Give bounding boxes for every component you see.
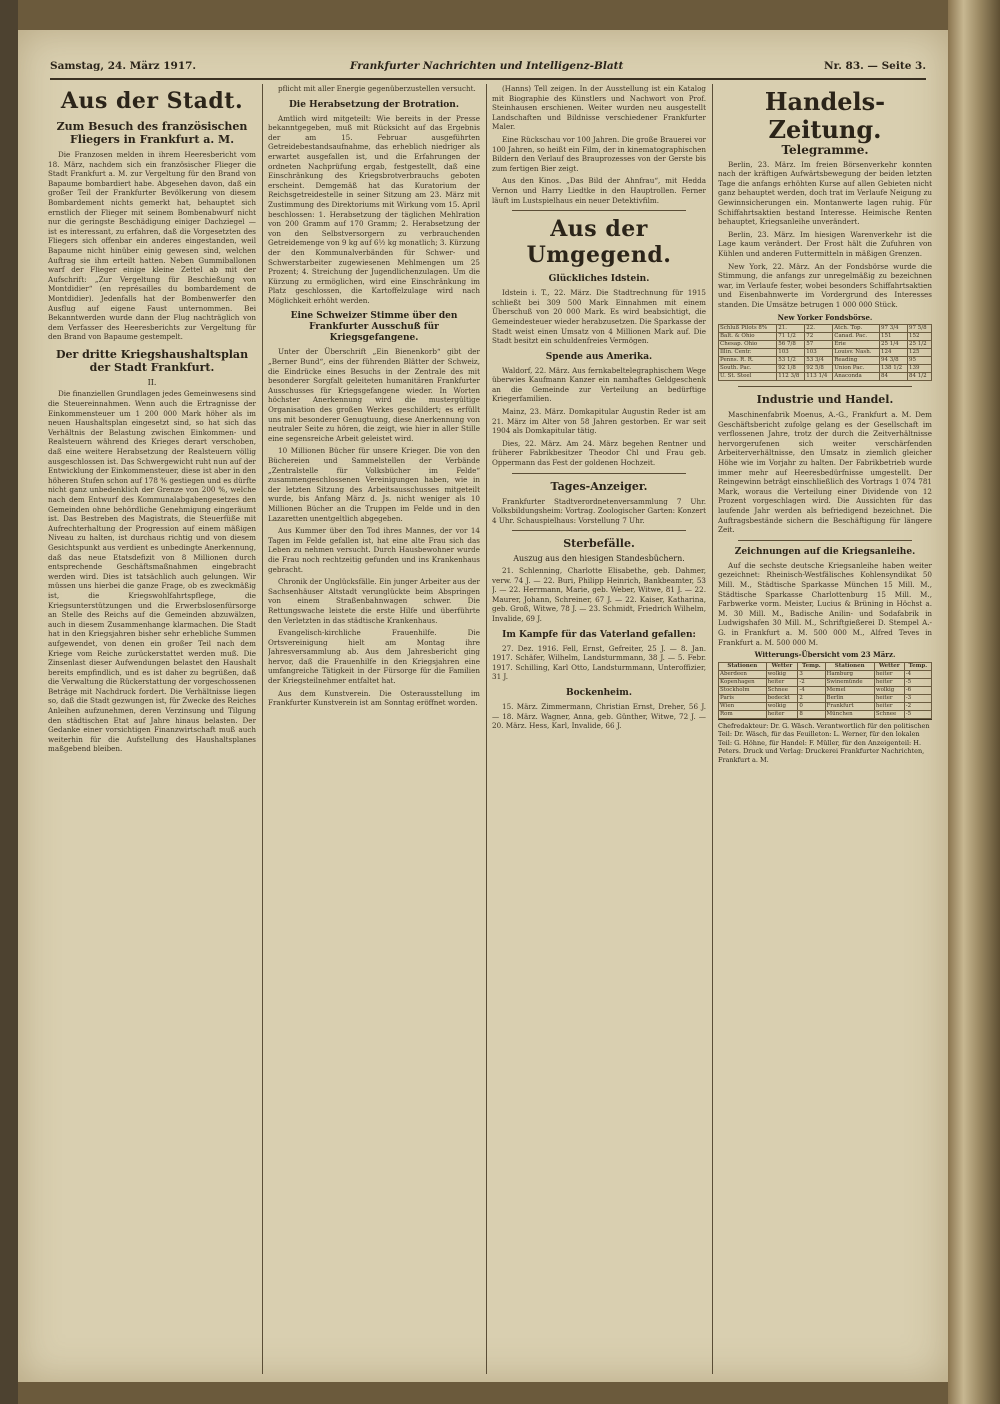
weather-table [718,662,932,719]
article-body: Die Franzosen melden in ihrem Heeresbericht vom 18. März, nachdem sich ein französischer Flieger die Stadt Frankfurt a. M. zur Vergeltung für den Brand von Bapaume bombardiert habe. Abgesehen davon, daß ein großer Teil der Frankfurter Bevölkerung von diesem Bombardement nichts gemerkt hat, behauptet sich ernstlich der Flieger mit seinem Bombenabwurf nicht nur die geringste Beschädigung einiger Dachziegel — ist es interessant, zu erfahren, daß die Vorgesetzten des Fliegers sich offenbar ein anderes eingestanden, weil Bapaume nicht hinüber einig gewesen sind, welchen Auftrag sie ihm erteilt hatten. Neben Gummiballonen warf der Flieger einige kleine Zettel ab mit der Aufschrift: „Zur Vergeltung für Beschießung von Montdidier“ (en représailles du bombardement de Montdidier). Jedenfalls hat der Bombenwerfer den Ausflug auf eigene Faust unternommen. Bei Bekanntwerden wurde dann der Flug nachträglich von dem Verfasser des Heeresberichts zur Vergeltung für den Brand von Bapaume gestempelt. [48,150,256,342]
table-cell: Penns. R. R. [719,357,777,365]
table-cell: bedeckt [766,694,798,702]
table-cell: Paris [719,694,767,702]
table-cell: -2 [904,702,931,710]
table-cell: 25 1/2 [908,341,932,349]
table-cell: -6 [904,686,931,694]
page-stack-edge [948,0,1000,1404]
table-cell: Union Pac. [833,365,880,373]
table-cell: 84 1/2 [908,373,932,381]
divider [738,386,912,387]
ny-boerse-title: New Yorker Fondsbörse. [777,312,873,322]
table-cell: 103 [777,349,805,357]
table-cell: heiter [874,702,904,710]
table-cell: 8 [798,710,825,718]
article-body: New York, 22. März. An der Fondsbörse wurde die Stimmung, die anfangs zur unregelmäßig zu bezeichnen war, im Verlaufe fester, wobei besonders Schiffahrtsaktien und Eisenbahnwerte im Vordergrund des Interesses standen. Die Umsätze betrugen 1 000 000 Stück. [718,261,932,309]
table-cell: 57 [805,341,833,349]
table-row [719,702,932,710]
table-cell: -4 [904,670,931,678]
obituary-list: 27. Dez. 1916. Fell, Ernst, Gefreiter, 25 J. — 8. Jan. 1917. Schäfer, Wilhelm, Landsturmmann, 38 J. — 5. Febr. 1917. Schilling, Karl Otto, Landsturmmann, Unteroffizier, 31 J. [492,643,706,682]
table-cell: 84 [880,373,908,381]
article-body: Die finanziellen Grundlagen jedes Gemeinwesens sind die Steuereinnahmen. Wenn auch die Ertragnisse der Einkommensteuer um 1 200 000 Mark höher als im neuen Haushaltsplan eingesetzt sind, so hat sich das Verhältnis der Belastung zwischen Einkommen- und Realsteuern während des Krieges derart verschoben, daß eine weitere Herabsetzung der Realsteuern völlig ausgeschlossen ist. Das Schwergewicht ruht nun auf der Entwicklung der Einkommensteuer, diese ist aber in den höheren Stufen schon auf 178 % gestiegen und es dürfte nicht ganz unbedenklich der Grenze von 200 %, welche nach dem Entwurf des Kommunalabgabengesetzes den Gemeinden ohne behördliche Genehmigung eingeräumt ist. Das Bestreben des Magistrats, die Steuerfüße mit Aufrechterhaltung der Progression auf einem mäßigen Niveau zu halten, ist durchaus richtig und von diesem Gesichtspunkt aus verdient es unbedingte Anerkennung, daß das neue Etatsdefizit von 8 Millionen durch entsprechende Geschäftsmaßnahmen eingebracht werden wird. Dies ist tatsächlich auch gelungen. Wir müssen uns hierbei die ganze Frage, ob es zweckmäßig ist, die Kriegswohlfahrtspflege, die Kriegsunterstützungen und die Erwerbslosenfürsorge an Stelle des Reichs auf die Gemeinden abzuwälzen, auch in diesem Zusammenhange klarmachen. Die Stadt hat in den Kriegsjahren bisher sehr erhebliche Summen aufgewendet, von denen ein großer Teil nach dem Kriege vom Reiche zurückerstattet werden muß. Die Zinsenlast dieser Aufwendungen belastet den Haushalt bereits empfindlich, und es ist daher zu begrüßen, daß die Verwaltung die Rückerstattung der vorgeschossenen Beträge mit Nachdruck fordert. Die Verhältnisse liegen so, daß die Stadt gezwungen ist, für Zwecke des Reiches Anleihen aufzunehmen, deren Verzinsung und Tilgung den städtischen Etat auf Jahre hinaus belasten. Der Gedanke einer vorsichtigen Finanzwirtschaft muß auch weiterhin für die Aufstellung des Haushaltsplanes maßgebend bleiben. [48,389,256,754]
section-title-umgegend: Aus der Umgegend. [526,216,672,269]
table-cell: heiter [874,694,904,702]
table-cell: 53 1/2 [777,357,805,365]
section-title-zeichnungen: Zeichnungen auf die Kriegsanleihe. [734,546,916,557]
table-cell: Reading [833,357,880,365]
article-title: Spende aus Amerika. [545,351,653,362]
table-cell: South. Pac. [719,365,777,373]
table-cell: heiter [874,670,904,678]
table-cell: 25 1/4 [880,341,908,349]
table-row [719,325,932,333]
article-body: Chronik der Unglücksfälle. Ein junger Arbeiter aus der Sachsenhäuser Altstadt verunglückte beim Abspringen von einem Straßenbahnwagen schwer. Die Rettungswache leistete die erste Hilfe und überführte den Verletzten in das städtische Krankenhaus. [268,577,480,625]
article-body: Berlin, 23. März. Im hiesigen Warenverkehr ist die Lage kaum verändert. Der Frost hält die Zufuhren von Kühlen und anderen Futtermitteln in mäßigen Grenzen. [718,229,932,258]
table-cell: 71 1/2 [777,333,805,341]
article-body: 10 Millionen Bücher für unsere Krieger. Die von den Büchereien und Sammelstellen der Verbände „Zentralstelle für Volksbücher im Felde“ zusammengeschlossenen Vereinigungen haben, wie in der letzten Sitzung des Arbeitsausschusses mitgeteilt wurde, bis Anfang März d. Js. nicht weniger als 10 Millionen Bücher an die Truppen im Felde und in den Lazaretten unentgeltlich abgegeben. [268,446,480,523]
table-cell: Rom [719,710,767,718]
table-row [719,694,932,702]
subsection-title: Im Kampfe für das Vaterland gefallen: [502,629,696,640]
article-title: Die Herabsetzung der Brotration. [289,99,459,110]
table-cell: 151 [880,333,908,341]
section-title-tagesanzeiger: Tages-Anzeiger. [550,479,648,493]
table-row [719,349,932,357]
article-body: Maschinenfabrik Moenus, A.-G., Frankfurt a. M. Dem Geschäftsbericht zufolge gelang es der Gesellschaft im verflossenen Jahre, trotz der durch die Zeitverhältnisse hervorgerufenen sich weiter verschärfenden Arbeiterverhältnisse, den Umsatz in ziemlich gleicher Höhe wie im Vorjahr zu halten. Der Fabrikbetrieb wurde immer mehr auf Heeresbedürfnisse umgestellt. Der Reingewinn beträgt einschließlich des Vortrags 1 074 781 Mark, woraus die Verteilung einer Dividende von 12 Prozent vorgeschlagen wird. Die Aussichten für das laufende Jahr werden als befriedigend bezeichnet. Die Auftragsbestände sichern die Beschäftigung für längere Zeit. [718,410,932,535]
article-title: Der dritte Kriegshaushaltsplan der Stadt Frankfurt. [55,347,249,374]
divider [512,530,686,531]
article-body: Berlin, 23. März. Im freien Börsenverkehr konnten nach der kräftigen Aufwärtsbewegung der beiden letzten Tage die anfangs erhöhten Kurse auf allen Gebieten nicht ganz behauptet werden, doch trat im Verlaufe Neigung zu Gewinnsicherungen ein. Montanwerte lagen ruhig. Für Schiffahrtsaktien bestand Interesse. Heimische Renten behauptet, Kriegsanleihe unverändert. [718,159,932,227]
column-2 [268,84,480,1376]
handels-zeitung-title: Handels-Zeitung. [764,87,886,144]
table-cell: 22. [805,325,833,333]
newspaper-page [18,30,948,1382]
table-cell: Anaconda [833,373,880,381]
table-row [719,357,932,365]
table-cell: 21. [777,325,805,333]
table-cell: 152 [908,333,932,341]
table-cell: 3 [798,670,825,678]
subsection-title: Bockenheim. [566,687,632,698]
table-cell: Aberdeen [719,670,767,678]
article-body: Eine Rückschau vor 100 Jahren. Die große Brauerei vor 100 Jahren, so heißt ein Film, der in kinematographischen Bildern den Verlauf des Brauprozesses von der Gerste bis zum fertigen Bier zeigt. [492,134,706,173]
binding-edge [0,0,18,1404]
section-title-stadt: Aus der Stadt. [60,88,244,114]
table-cell: Berlin [825,694,874,702]
article-body: pflicht mit aller Energie gegenüberzustellen versucht. [278,84,476,93]
table-cell: 113 1/4 [805,373,833,381]
table-row [719,341,932,349]
table-cell: wolkig [766,702,798,710]
table-row [719,670,932,678]
table-row [719,686,932,694]
article-body: Mainz, 23. März. Domkapitular Augustin Reder ist am 21. März im Alter von 58 Jahren gestorben. Er war seit 1904 als Domkapitular tätig. [492,407,706,436]
table-cell: Schnee [874,710,904,718]
article-body: Amtlich wird mitgeteilt: Wie bereits in der Presse bekanntgegeben, muß mit Rücksicht auf das Ergebnis der am 15. Februar ausgeführten Getreidebestandsaufnahme, das erheblich niedriger als erwartet ausgefallen ist, und die Erfahrungen der ordneten Nachprüfung ergab, festgestellt, daß eine Einschränkung des Kriegsbrotverbrauchs geboten erscheint. Demgemäß hat das Kuratorium der Reichsgetreidestelle in seiner Sitzung am 23. März mit Zustimmung des Direktoriums mit Wirkung vom 15. April beschlossen: 1. Herabsetzung der täglichen Mehlration von 200 Gramm auf 170 Gramm; 2. Herabsetzung der von den Selbstversorgern zu verbrauchenden Getreidemenge von 9 kg auf 6½ kg monatlich; 3. Kürzung der den Kommunalverbänden für Schwer- und Schwerstarbeiter zugewiesenen Mehlmengen um 25 Prozent; 4. Streichung der Jugendlichenzulagen. Um die Kürzung zu ermöglichen, wird eine Einschränkung im Platz geschlossen, die Kartoffelzulage wird nach Möglichkeit erhöht werden. [268,113,480,305]
table-header-cell: Stationen [825,662,874,670]
table-cell: Illin. Centr. [719,349,777,357]
table-cell: 112 3/8 [777,373,805,381]
imprint: Chefredakteur: Dr. G. Wäsch. Verantwortlich für den politischen Teil: Dr. Wäsch, für das Feuilleton: L. Werner, für den lokalen Teil: G. Höhne, für Handel: F. Müller, für den Anzeigenteil: H. Peters. Druck und Verlag: Druckerei Frankfurter Nachrichten, Frankfurt a. M. [718,719,932,765]
table-header-cell: Temp. [798,662,825,670]
table-cell: -2 [798,678,825,686]
table-cell: 124 [880,349,908,357]
table-row [719,678,932,686]
obituary-list: 15. März. Zimmermann, Christian Ernst, Dreher, 56 J. — 18. März. Wagner, Anna, geb. Günther, Witwe, 72 J. — 20. März. Hess, Karl, Invalide, 66 J. [492,701,706,731]
table-cell: Canad. Pac. [833,333,880,341]
table-cell: Hamburg [825,670,874,678]
table-cell: heiter [874,678,904,686]
article-part-number: II. [147,377,157,387]
article-body: Aus den Kinos. „Das Bild der Ahnfrau“, mit Hedda Vernon und Harry Liedtke in den Hauptrollen. Ferner läuft im Lustspielhaus ein neuer Detektivfilm. [492,176,706,205]
table-cell: Memel [825,686,874,694]
table-cell: 139 [908,365,932,373]
article-body: Unter der Überschrift „Ein Bienenkorb“ gibt der „Berner Bund“, eins der führenden Blätter der Schweiz, die Eindrücke eines Besuchs in der Zentrale des mit besonderer Sorgfalt geleiteten humanitären Frankfurter Ausschusses für Kriegsgefangene wieder. In Worten höchster Anerkennung wird die mustergültige Organisation des großen Werkes geschildert; es erfüllt uns mit besonderer Genugtuung, diese Anerkennung von neutraler Seite zu hören, die zeigt, wie hier in aller Stille eine segensreiche Arbeit geleistet wird. [268,347,480,443]
sterbe-subtitle: Auszug aus den hiesigen Standesbüchern. [513,554,685,564]
weather-title: Witterungs-Übersicht vom 23 März. [754,650,896,660]
article-body: (Hanns) Tell zeigen. In der Ausstellung ist ein Katalog mit Biographie des Künstlers und Nachwort von Prof. Steinhausen erschienen. Weiter wurden neu ausgestellt Landschaften und Bildnisse verschiedener Frankfurter Maler. [492,84,706,132]
ny-boerse-table [718,324,932,381]
table-cell: 97 3/4 [880,325,908,333]
table-cell: -5 [904,678,931,686]
article-body: Dies, 22. März. Am 24. März begehen Rentner und früherer Fabrikbesitzer Theodor Chl und Frau geb. Oppermann das Fest der goldenen Hochzeit. [492,438,706,468]
article-title: Eine Schweizer Stimme über den Frankfurter Ausschuß für Kriegsgefangene. [290,311,458,344]
table-cell: -3 [904,694,931,702]
table-cell: München [825,710,874,718]
table-cell: 0 [798,702,825,710]
table-header-cell: Wetter [874,662,904,670]
column-4 [718,84,932,1376]
page-header [50,58,926,80]
table-header-cell: Stationen [719,662,767,670]
article-body: Waldorf, 22. März. Aus fernkabeltelegraphischem Wege überwies Kaufmann Kanzer ein namhaftes Geldgeschenk an die Gemeinde zur Verteilung an bedürftige Kriegerfamilien. [492,365,706,404]
table-cell: 53 3/4 [805,357,833,365]
table-cell: Wien [719,702,767,710]
article-body: Aus dem Kunstverein. Die Osterausstellung im Frankfurter Kunstverein ist am Sonntag eröffnet worden. [268,688,480,708]
table-cell: 103 [805,349,833,357]
obituary-list: 21. Schlenning, Charlotte Elisabethe, geb. Dahmer, verw. 74 J. — 22. Buri, Philipp Heinrich, Bankbeamter, 53 J. — 22. Herrmann, Marie, geb. Weber, Witwe, 81 J. — 22. Maurer, Johann, Schreiner, 67 J. — 22. Kaiser, Katharina, geb. Groß, Witwe, 78 J. — 23. Schmidt, Friedrich Wilhelm, Invalide, 69 J. [492,566,706,623]
table-cell: 56 7/8 [777,341,805,349]
table-cell: Frankfurt [825,702,874,710]
table-cell: heiter [766,710,798,718]
table-cell: -5 [904,710,931,718]
table-cell: Schnee [766,686,798,694]
table-cell: wolkig [874,686,904,694]
column-rule [262,84,263,1374]
table-cell: heiter [766,678,798,686]
article-body: Auf die sechste deutsche Kriegsanleihe haben weiter gezeichnet: Rheinisch-Westfälisches Kohlensyndikat 50 Mill. M., Städtische Sparkasse München 15 Mill. M., Städtische Sparkasse Charlottenburg 15 Mill. M., Farbwerke vorm. Meister, Lucius & Brüning in Höchst a. M. 30 Mill. M., Badische Anilin- und Sodafabrik in Ludwigshafen 30 Mill. M., Schriftgießerei D. Stempel A.-G. in Frankfurt a. M. 500 000 M., Alfred Teves in Frankfurt a. M. 500 000 M. [718,560,932,647]
table-header-cell: Temp. [904,662,931,670]
table-cell: 138 1/2 [880,365,908,373]
table-cell: Balt. & Ohio [719,333,777,341]
table-cell: Stockholm [719,686,767,694]
table-cell: 94 3/8 [880,357,908,365]
header-date: Samstag, 24. März 1917. [50,60,197,72]
header-issue: Nr. 83. — Seite 3. [824,60,926,72]
header-paper-name: Frankfurter Nachrichten und Intelligenz-Blatt [350,60,624,72]
divider [738,540,912,541]
table-cell: Chesap. Ohio [719,341,777,349]
table-row [719,710,932,718]
table-cell: 72 [805,333,833,341]
table-cell: Schluß Pilots 8% [719,325,777,333]
table-cell: U. St. Steel [719,373,777,381]
table-cell: 2 [798,694,825,702]
table-cell: 92 5/8 [805,365,833,373]
table-row [719,333,932,341]
table-header-cell: Wetter [766,662,798,670]
table-cell: Louisv. Nash. [833,349,880,357]
table-cell: Kopenhagen [719,678,767,686]
table-cell: 95 [908,357,932,365]
article-title: Glückliches Idstein. [548,274,650,285]
table-row [719,373,932,381]
section-title-sterbefaelle: Sterbefälle. [563,537,635,551]
column-rule [712,84,713,1374]
article-body: Frankfurter Stadtverordnetenversammlung 7 Uhr. Volksbildungsheim: Vortrag. Zoologischer Garten: Konzert 4 Uhr. Schauspielhaus: Vorstellung 7 Uhr. [492,496,706,525]
column-rule [486,84,487,1374]
column-3 [492,84,706,1376]
table-cell: Atch. Top. [833,325,880,333]
table-cell: 92 1/8 [777,365,805,373]
telegramme-title: Telegramme. [781,143,869,157]
table-cell: wolkig [766,670,798,678]
table-cell: 97 5/8 [908,325,932,333]
article-body: Evangelisch-kirchliche Frauenhilfe. Die Ortsvereinigung hielt am Montag ihre Jahresversammlung ab. Aus dem Jahresbericht ging hervor, daß die Frauenhilfe in den Kriegsjahren eine umfangreiche Tätigkeit in der Fürsorge für die Familien der Kriegsteilnehmer entfaltet hat. [268,628,480,686]
article-body: Idstein i. T., 22. März. Die Stadtrechnung für 1915 schließt bei 309 500 Mark Einnahmen mit einem Überschuß von 20 000 Mark. Es wird beabsichtigt, die Gemeindesteuer wieder herabzusetzen. Die Sparkasse der Stadt weist einen Umsatz von 4 Millionen Mark auf. Die Stadt besitzt ein schuldenfreies Vermögen. [492,288,706,346]
table-row [719,365,932,373]
table-cell: Swinemünde [825,678,874,686]
article-title: Zum Besuch des französischen Fliegers in Frankfurt a. M. [56,120,248,146]
section-title-industrie: Industrie und Handel. [756,393,894,407]
article-body: Aus Kummer über den Tod ihres Mannes, der vor 14 Tagen im Felde gefallen ist, hat eine alte Frau sich das Leben zu nehmen versucht. Durch Hausbewohner wurde die Frau noch rechtzeitig gefunden und ins Krankenhaus gebracht. [268,526,480,574]
column-1 [48,84,256,1376]
table-cell: -4 [798,686,825,694]
table-cell: Erie [833,341,880,349]
divider [512,210,686,211]
divider [512,473,686,474]
table-cell: 125 [908,349,932,357]
